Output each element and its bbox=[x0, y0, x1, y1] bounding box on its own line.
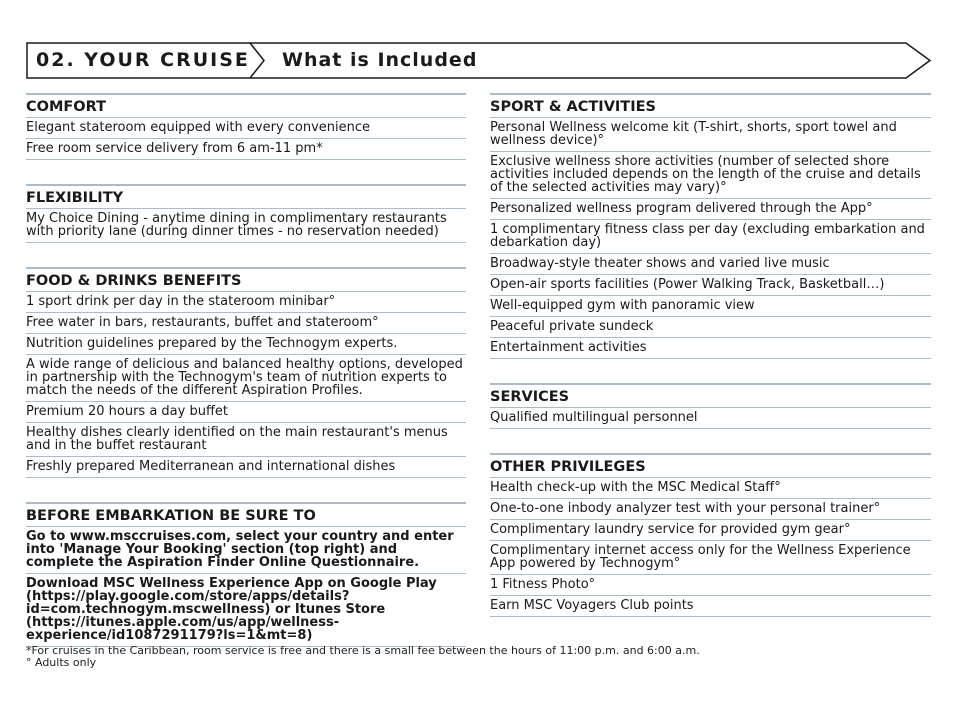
left-column bbox=[26, 93, 466, 671]
section-title: FOOD & DRINKS BENEFITS bbox=[26, 267, 466, 292]
list-item: A wide range of delicious and balanced healthy options, developed in partnership with the Technogym's team of nutrition experts to match the needs of the different Aspiration Profiles. bbox=[26, 355, 466, 402]
list-item: 1 complimentary fitness class per day (excluding embarkation and debarkation day) bbox=[490, 220, 931, 254]
section-other-privileges bbox=[490, 453, 931, 617]
right-column bbox=[490, 93, 931, 641]
section-food-drinks bbox=[26, 267, 466, 478]
list-item: Complimentary internet access only for the Wellness Experience App powered by Technogym° bbox=[490, 541, 931, 575]
list-item: Entertainment activities bbox=[490, 338, 931, 359]
list-item: Earn MSC Voyagers Club points bbox=[490, 596, 931, 617]
section-before-embarkation bbox=[26, 502, 466, 647]
section-title: SERVICES bbox=[490, 383, 931, 408]
footnote-adults-only: ° Adults only bbox=[26, 656, 97, 669]
list-item: Premium 20 hours a day buffet bbox=[26, 402, 466, 423]
list-item: Go to www.msccruises.com, select your country and enter into 'Manage Your Booking' section (top right) and complete the Aspiration Finder Online Questionnaire. bbox=[26, 527, 466, 574]
list-item: Well-equipped gym with panoramic view bbox=[490, 296, 931, 317]
list-item: Complimentary laundry service for provided gym gear° bbox=[490, 520, 931, 541]
list-item: Free room service delivery from 6 am-11 pm* bbox=[26, 139, 466, 160]
section-comfort bbox=[26, 93, 466, 160]
list-item: Peaceful private sundeck bbox=[490, 317, 931, 338]
list-item: My Choice Dining - anytime dining in complimentary restaurants with priority lane (during dinner times - no reservation needed) bbox=[26, 209, 466, 243]
footnote-room-service: *For cruises in the Caribbean, room service is free and there is a small fee between the hours of 11:00 p.m. and 6:00 a.m. bbox=[26, 644, 700, 657]
list-item: Qualified multilingual personnel bbox=[490, 408, 931, 429]
list-item: Open-air sports facilities (Power Walking Track, Basketball…) bbox=[490, 275, 931, 296]
list-item: Nutrition guidelines prepared by the Technogym experts. bbox=[26, 334, 466, 355]
section-services bbox=[490, 383, 931, 429]
list-item: Freshly prepared Mediterranean and international dishes bbox=[26, 457, 466, 478]
section-sport-activities bbox=[490, 93, 931, 359]
list-item: Free water in bars, restaurants, buffet and stateroom° bbox=[26, 313, 466, 334]
section-title: COMFORT bbox=[26, 93, 466, 118]
footnotes bbox=[26, 645, 926, 669]
section-title: FLEXIBILITY bbox=[26, 184, 466, 209]
section-title: SPORT & ACTIVITIES bbox=[490, 93, 931, 118]
section-title: BEFORE EMBARKATION BE SURE TO bbox=[26, 502, 466, 527]
page-title: What is Included bbox=[282, 49, 478, 71]
section-number: 02. YOUR CRUISE bbox=[36, 49, 250, 71]
list-item: 1 Fitness Photo° bbox=[490, 575, 931, 596]
list-item: Health check-up with the MSC Medical Staff° bbox=[490, 478, 931, 499]
list-item: Healthy dishes clearly identified on the main restaurant's menus and in the buffet restaurant bbox=[26, 423, 466, 457]
list-item: Broadway-style theater shows and varied live music bbox=[490, 254, 931, 275]
list-item: Personalized wellness program delivered through the App° bbox=[490, 199, 931, 220]
list-item: Elegant stateroom equipped with every convenience bbox=[26, 118, 466, 139]
list-item: One-to-one inbody analyzer test with your personal trainer° bbox=[490, 499, 931, 520]
section-flexibility bbox=[26, 184, 466, 243]
list-item: Personal Wellness welcome kit (T-shirt, shorts, sport towel and wellness device)° bbox=[490, 118, 931, 152]
list-item: Exclusive wellness shore activities (number of selected shore activities included depends on the length of the cruise and details of the selected activities may vary)° bbox=[490, 152, 931, 199]
section-title: OTHER PRIVILEGES bbox=[490, 453, 931, 478]
list-item: Download MSC Wellness Experience App on Google Play (https://play.google.com/store/apps/details?id=com.technogym.mscwellness) or Itunes Store (https://itunes.apple.com/us/app/wellness-experience/id1087291179?ls=1&mt=8) bbox=[26, 574, 466, 647]
header-banner bbox=[26, 42, 932, 79]
list-item: 1 sport drink per day in the stateroom minibar° bbox=[26, 292, 466, 313]
